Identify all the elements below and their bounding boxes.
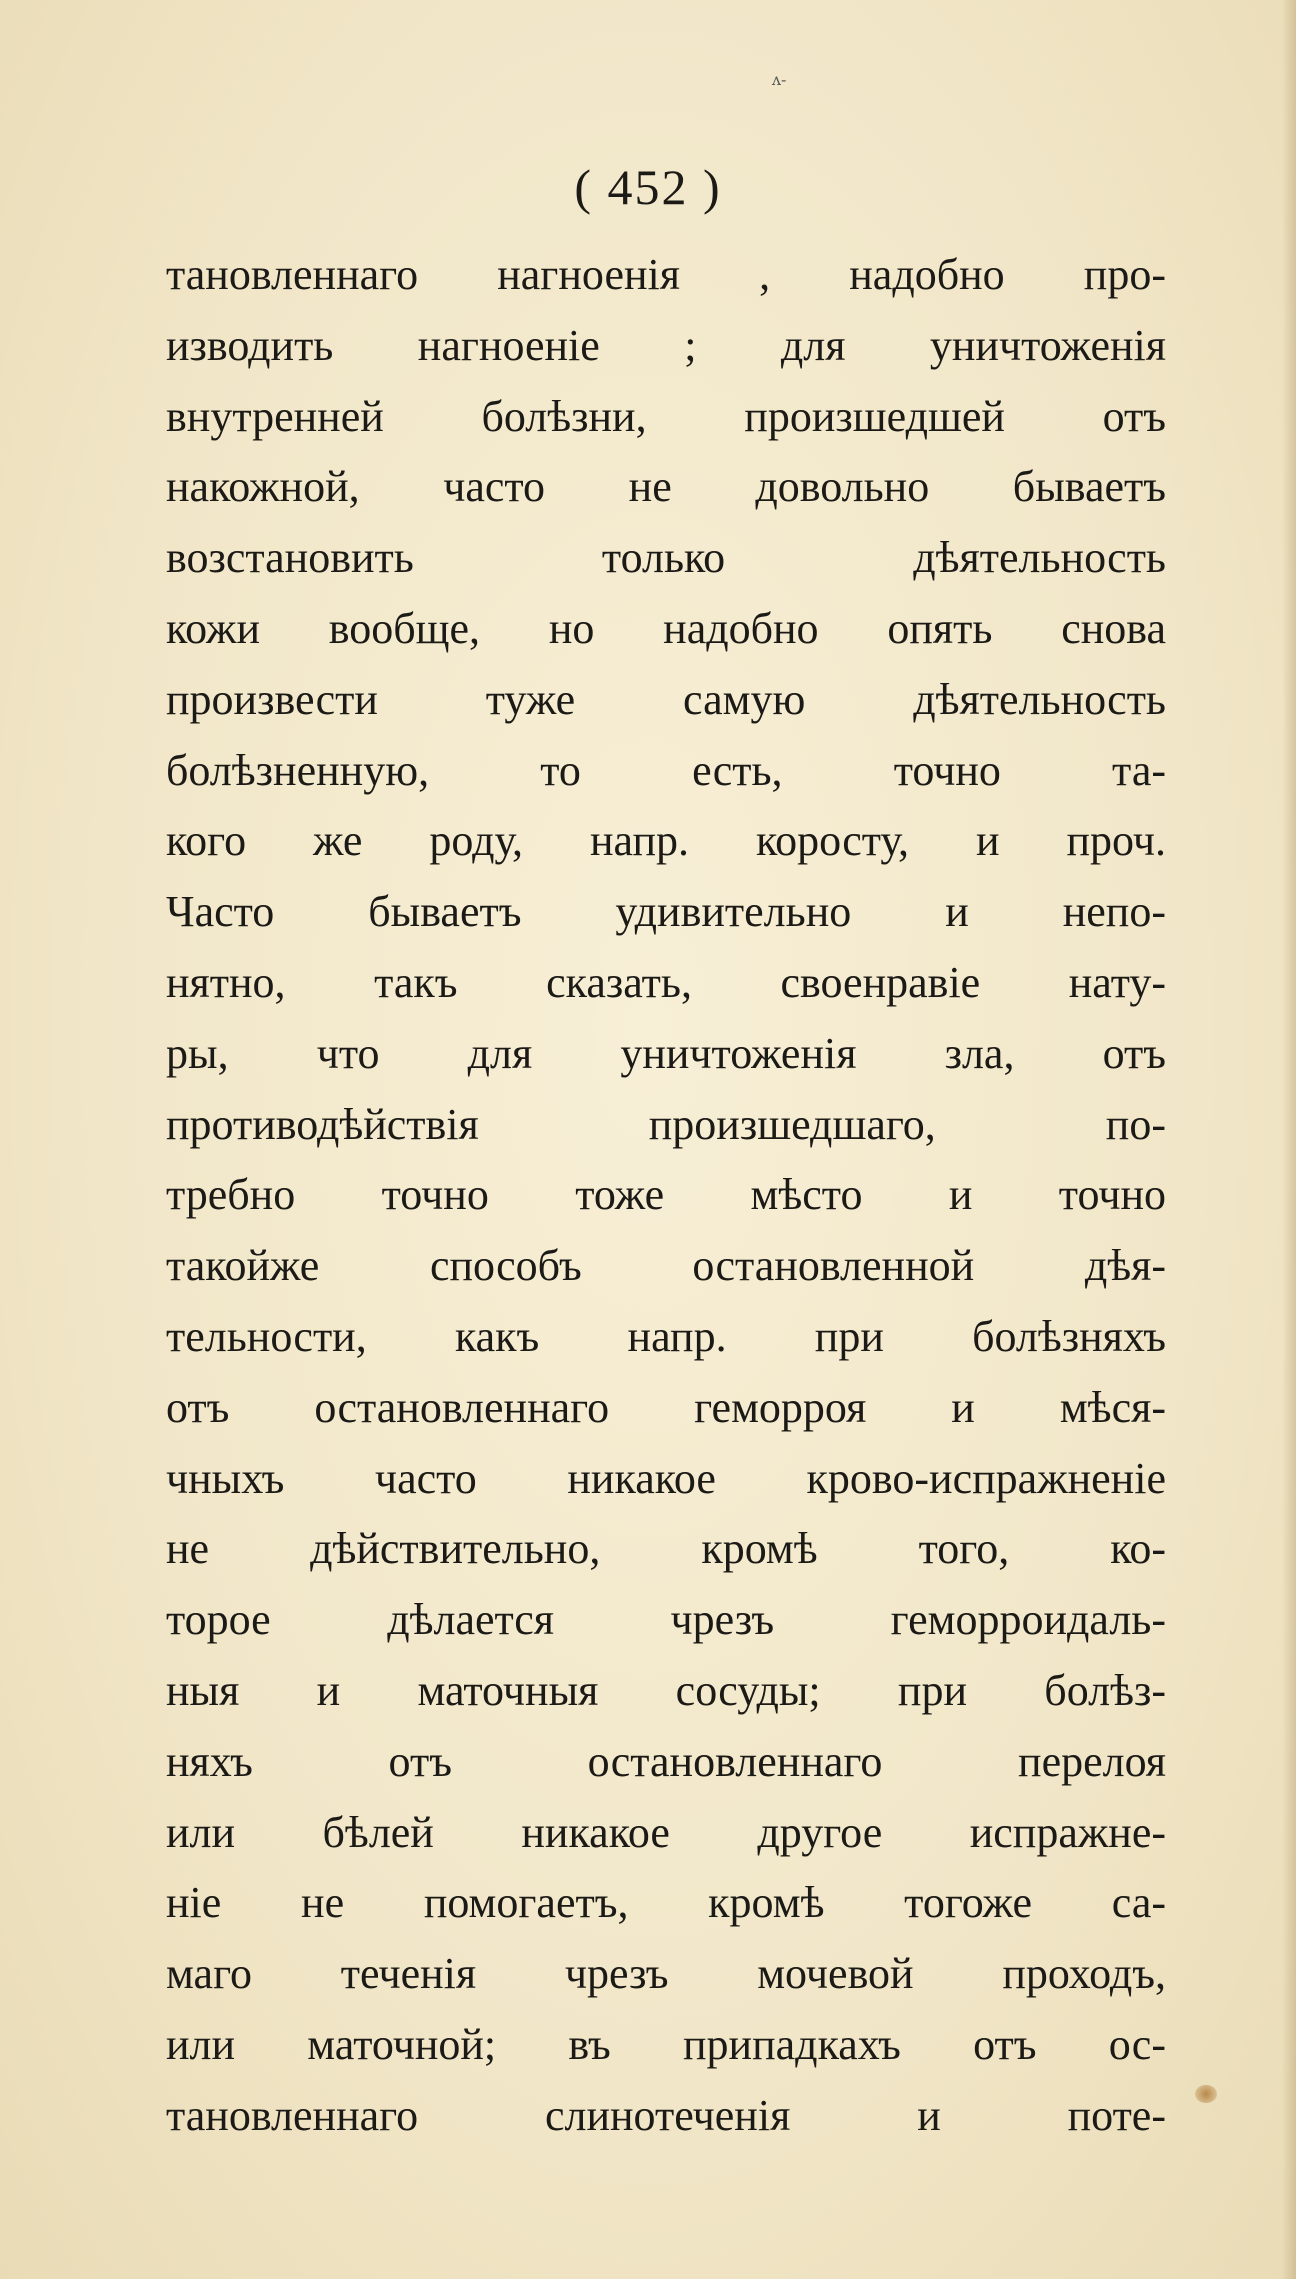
text-line: изводить нагноеніе ; для уничтоженія — [166, 320, 1166, 370]
text-line: чныхъ часто никакое крово-испражненіе — [166, 1453, 1166, 1503]
page-number: ( 452 ) — [574, 159, 722, 215]
text-line: болѣзненную, то есть, точно та- — [166, 745, 1166, 795]
text-line: накожной, часто не довольно бываетъ — [166, 462, 1166, 512]
text-line: произвести туже самую дѣятельность — [166, 674, 1166, 724]
text-line: возстановить только дѣятельность — [166, 533, 1166, 583]
text-line: тановленнаго нагноенія , надобно про- — [166, 250, 1166, 299]
text-line: кого же роду, напр. коросту, и проч. — [166, 816, 1166, 866]
text-line: внутренней болѣзни, произшедшей отъ — [166, 391, 1166, 441]
text-line: противодѣйствія произшедшаго, по- — [166, 1099, 1166, 1149]
text-line: тельности, какъ напр. при болѣзняхъ — [166, 1311, 1166, 1361]
text-line: торое дѣлается чрезъ геморроидаль- — [166, 1595, 1166, 1645]
text-line: тановленнаго слинотеченія и поте- — [166, 2090, 1166, 2140]
text-line: ныя и маточныя сосуды; при болѣз- — [166, 1665, 1166, 1715]
top-mark: ʌ- — [772, 70, 787, 89]
text-line: маго теченія чрезъ мочевой проходъ, — [166, 1949, 1166, 1999]
text-line: или маточной; въ припадкахъ отъ ос- — [166, 2019, 1166, 2069]
text-line: такойже способъ остановленной дѣя- — [166, 1241, 1166, 1291]
text-line: няхъ отъ остановленнаго перелоя — [166, 1736, 1166, 1786]
text-line: отъ остановленнаго геморроя и мѣся- — [166, 1382, 1166, 1432]
text-line: ры, что для уничтоженія зла, отъ — [166, 1028, 1166, 1078]
text-line: Часто бываетъ удивительно и непо- — [166, 887, 1166, 937]
text-line: или бѣлей никакое другое испражне- — [166, 1807, 1166, 1857]
text-line: ніе не помогаетъ, кромѣ тогоже са- — [166, 1878, 1166, 1928]
text-line: нятно, такъ сказать, своенравіе нату- — [166, 957, 1166, 1007]
paper-stain — [1195, 2085, 1217, 2103]
text-line: кожи вообще, но надобно опять снова — [166, 603, 1166, 653]
text-line: требно точно тоже мѣсто и точно — [166, 1170, 1166, 1220]
body-text — [166, 240, 1166, 2152]
text-line: не дѣйствительно, кромѣ того, ко- — [166, 1524, 1166, 1574]
page-edge-shadow — [1282, 0, 1296, 2279]
